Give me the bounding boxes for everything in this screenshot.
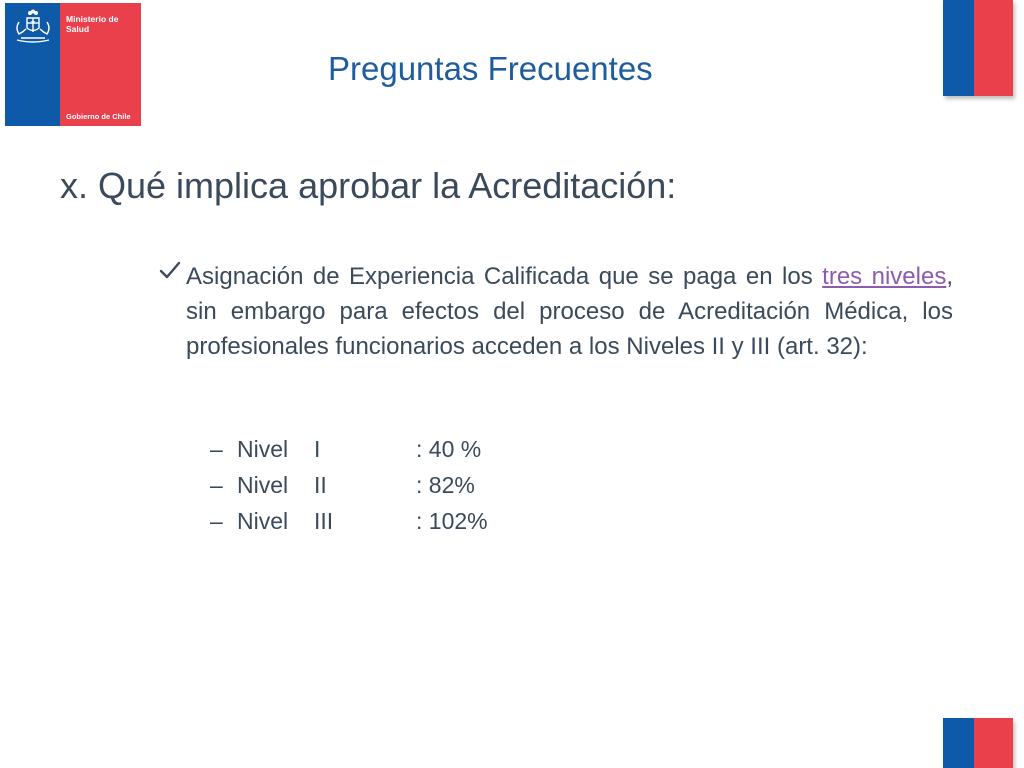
- dash-bullet: –: [210, 508, 223, 534]
- coat-of-arms-icon: [11, 8, 55, 44]
- logo-ministry-text: Ministerio de Salud: [66, 14, 119, 34]
- dash-bullet: –: [210, 472, 223, 498]
- level-value: : 102%: [416, 508, 488, 534]
- list-item: [210, 508, 530, 544]
- paragraph-text-before: Asignación de Experiencia Calificada que se paga en los: [186, 263, 823, 290]
- tres-niveles-link[interactable]: tres niveles: [822, 263, 947, 290]
- logo-government-text: Gobierno de Chile: [66, 112, 131, 121]
- paragraph-text-after: , sin embargo para efectos del proceso de Acreditación Médica, los profesionales funcionarios acceden a los Niveles II y III (art. 32):: [186, 263, 953, 360]
- level-label: Nivel: [237, 508, 289, 534]
- page-title: Preguntas Frecuentes: [328, 50, 653, 87]
- level-number: II: [314, 472, 327, 498]
- level-value: : 40 %: [416, 436, 482, 462]
- logo-blue-panel: [5, 3, 60, 126]
- ministry-logo: [5, 3, 141, 126]
- answer-paragraph: [186, 259, 953, 364]
- dash-bullet: –: [210, 436, 223, 462]
- levels-list: [210, 436, 530, 544]
- flag-block-bottom: [943, 718, 1013, 768]
- checkmark-icon: [158, 258, 182, 282]
- question-heading: x. Qué implica aprobar la Acreditación:: [60, 165, 677, 206]
- flag-red-stripe: [974, 718, 1013, 768]
- level-value: : 82%: [416, 472, 475, 498]
- flag-red-stripe: [974, 0, 1013, 96]
- level-label: Nivel: [237, 436, 289, 462]
- logo-red-panel: [60, 3, 141, 126]
- level-number: I: [314, 436, 321, 462]
- level-label: Nivel: [237, 472, 289, 498]
- list-item: [210, 436, 530, 472]
- flag-blue-stripe: [943, 0, 974, 96]
- flag-blue-stripe: [943, 718, 974, 768]
- flag-block-top: [943, 0, 1013, 96]
- level-number: III: [314, 508, 334, 534]
- list-item: [210, 472, 530, 508]
